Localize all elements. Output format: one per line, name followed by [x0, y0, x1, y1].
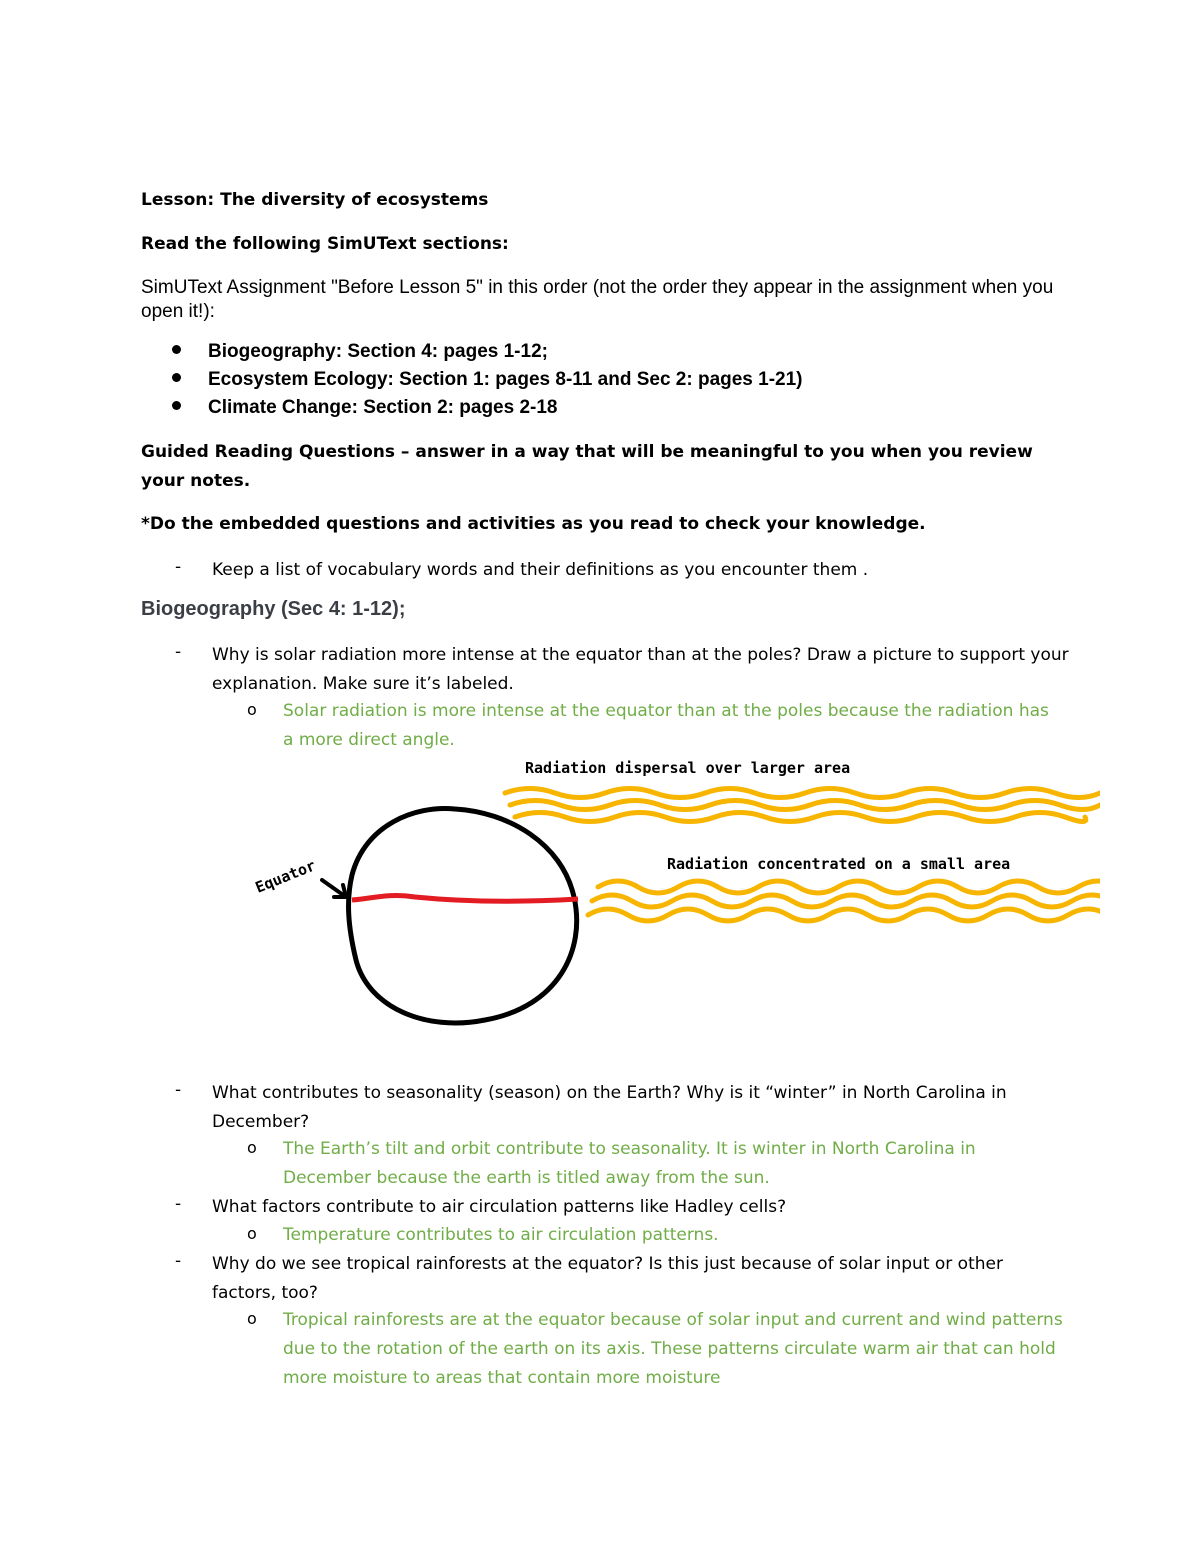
dash-marker: -	[175, 642, 182, 662]
dash-marker: -	[175, 1251, 182, 1271]
dash-marker: -	[175, 1194, 182, 1214]
read-heading: Read the following SimUText sections:	[141, 234, 509, 254]
bullet-dot-icon	[172, 401, 181, 410]
question-4: Why do we see tropical rainforests at the equator? Is this just because of solar input or other factors, too?	[212, 1254, 1003, 1303]
answer-1: Solar radiation is more intense at the equator than at the poles because the radiation has a more direct angle.	[283, 701, 1049, 750]
answer-4: Tropical rainforests are at the equator because of solar input and current and wind patterns due to the rotation of the earth on its axis. These patterns circulate warm air that can hold more moisture to areas that contain more moisture	[283, 1310, 1063, 1388]
solar-radiation-drawing	[240, 745, 1100, 1045]
question-1: Why is solar radiation more intense at the equator than at the poles? Draw a picture to support your explanation. Make sure it’s labeled.	[212, 645, 1069, 694]
lesson-title: Lesson: The diversity of ecosystems	[141, 190, 489, 210]
earth-circle	[349, 809, 577, 1023]
dash-marker: -	[175, 557, 182, 577]
equator-line	[352, 895, 578, 901]
reading-list-item: Biogeography: Section 4: pages 1-12;	[172, 341, 548, 363]
answer-3: Temperature contributes to air circulation patterns.	[283, 1225, 719, 1245]
answer-2: The Earth’s tilt and orbit contribute to seasonality. It is winter in North Carolina in December because the earth is titled away from the sun.	[283, 1139, 976, 1188]
bullet-dot-icon	[172, 373, 181, 382]
circle-marker: o	[247, 1224, 257, 1243]
dash-marker: -	[175, 1080, 182, 1100]
concentrated-radiation-rays	[588, 881, 1100, 921]
circle-marker: o	[247, 1309, 257, 1328]
guided-heading: Guided Reading Questions – answer in a way that will be meaningful to you when you review your notes.	[141, 442, 1033, 491]
assignment-text: SimUText Assignment "Before Lesson 5" in this order (not the order they appear in the assignment when you open it!):	[141, 277, 1054, 322]
dispersed-radiation-rays	[505, 789, 1100, 822]
arrow-icon	[322, 880, 346, 897]
vocab-note: Keep a list of vocabulary words and their definitions as you encounter them .	[212, 560, 869, 580]
embedded-note: *Do the embedded questions and activities as you read to check your knowledge.	[141, 514, 926, 534]
reading-list-item: Climate Change: Section 2: pages 2-18	[172, 397, 558, 419]
section-heading: Biogeography (Sec 4: 1-12);	[141, 598, 406, 620]
question-3: What factors contribute to air circulation patterns like Hadley cells?	[212, 1197, 787, 1217]
bullet-dot-icon	[172, 345, 181, 354]
reading-list-item: Ecosystem Ecology: Section 1: pages 8-11 and Sec 2: pages 1-21)	[172, 369, 803, 391]
label-equator: Equator	[252, 856, 319, 897]
question-2: What contributes to seasonality (season) on the Earth? Why is it “winter” in North Carolina in December?	[212, 1083, 1007, 1132]
circle-marker: o	[247, 1138, 257, 1157]
label-bottom-rays: Radiation concentrated on a small area	[667, 855, 1011, 873]
label-top-rays: Radiation dispersal over larger area	[525, 759, 851, 777]
circle-marker: o	[247, 700, 257, 719]
